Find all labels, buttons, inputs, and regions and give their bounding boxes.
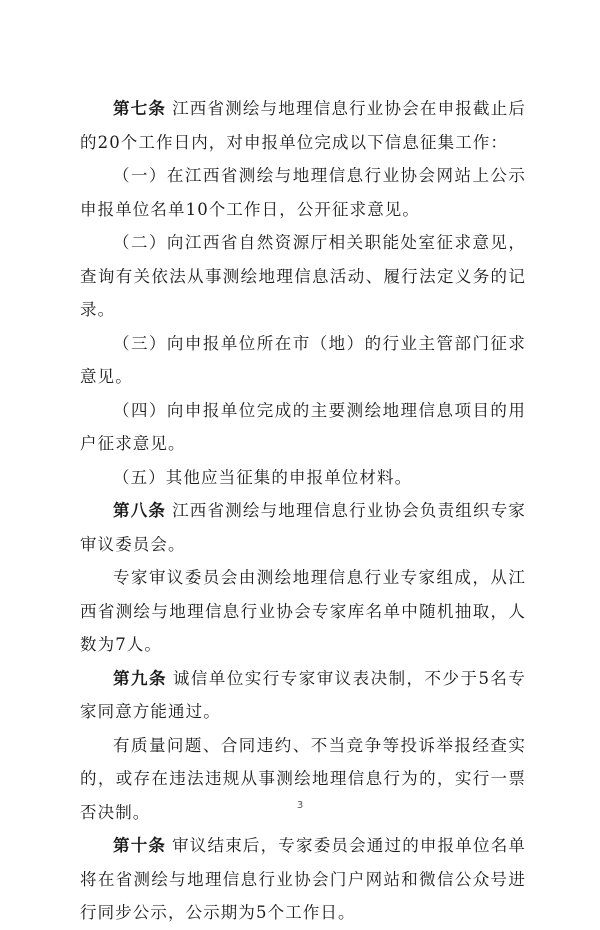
paragraph-text: 有质量问题、合同违约、不当竞争等投诉举报经查实的，或存在违法违规从事测绘地理信息行为的，实行一票否决制。 — [80, 735, 526, 822]
article-7-paragraph — [80, 92, 526, 159]
list-item-5 — [80, 461, 526, 495]
article-8-detail-paragraph — [80, 561, 526, 662]
paragraph-text: （三）向申报单位所在市（地）的行业主管部门征求意见。 — [80, 333, 526, 386]
paragraph-text: 江西省测绘与地理信息行业协会负责组织专家审议委员会。 — [80, 501, 526, 554]
list-item-2 — [80, 226, 526, 327]
paragraph-text: 诚信单位实行专家审议表决制，不少于5名专家同意方能通过。 — [80, 668, 526, 721]
article-heading: 第十条 — [113, 836, 167, 855]
paragraph-text: （一）在江西省测绘与地理信息行业协会网站上公示申报单位名单10个工作日，公开征求意见。 — [80, 166, 526, 219]
article-heading: 第七条 — [113, 99, 167, 118]
paragraph-text: 江西省测绘与地理信息行业协会在申报截止后的20个工作日内，对申报单位完成以下信息征集工作： — [80, 99, 526, 152]
paragraph-text: （二）向江西省自然资源厅相关职能处室征求意见，查询有关依法从事测绘地理信息活动、履行法定义务的记录。 — [80, 233, 526, 319]
article-9-detail-paragraph — [80, 729, 526, 830]
article-heading: 第八条 — [113, 501, 167, 520]
paragraph-text: （五）其他应当征集的申报单位材料。 — [113, 467, 413, 487]
paragraph-text: （四）向申报单位完成的主要测绘地理信息项目的用户征求意见。 — [80, 400, 526, 453]
paragraph-text: 审议结束后，专家委员会通过的申报单位名单将在省测绘与地理信息行业协会门户网站和微信公众号进行同步公示，公示期为5个工作日。 — [80, 836, 526, 922]
paragraph-text: 专家审议委员会由测绘地理信息行业专家组成，从江西省测绘与地理信息行业协会专家库名单中随机抽取，人数为7人。 — [80, 568, 526, 654]
list-item-3 — [80, 327, 526, 394]
list-item-4 — [80, 394, 526, 461]
article-heading: 第九条 — [113, 668, 167, 688]
article-8-paragraph — [80, 494, 526, 561]
article-9-paragraph — [80, 662, 526, 729]
article-10-paragraph — [80, 829, 526, 930]
list-item-1 — [80, 159, 526, 226]
page-number: 3 — [296, 800, 304, 811]
